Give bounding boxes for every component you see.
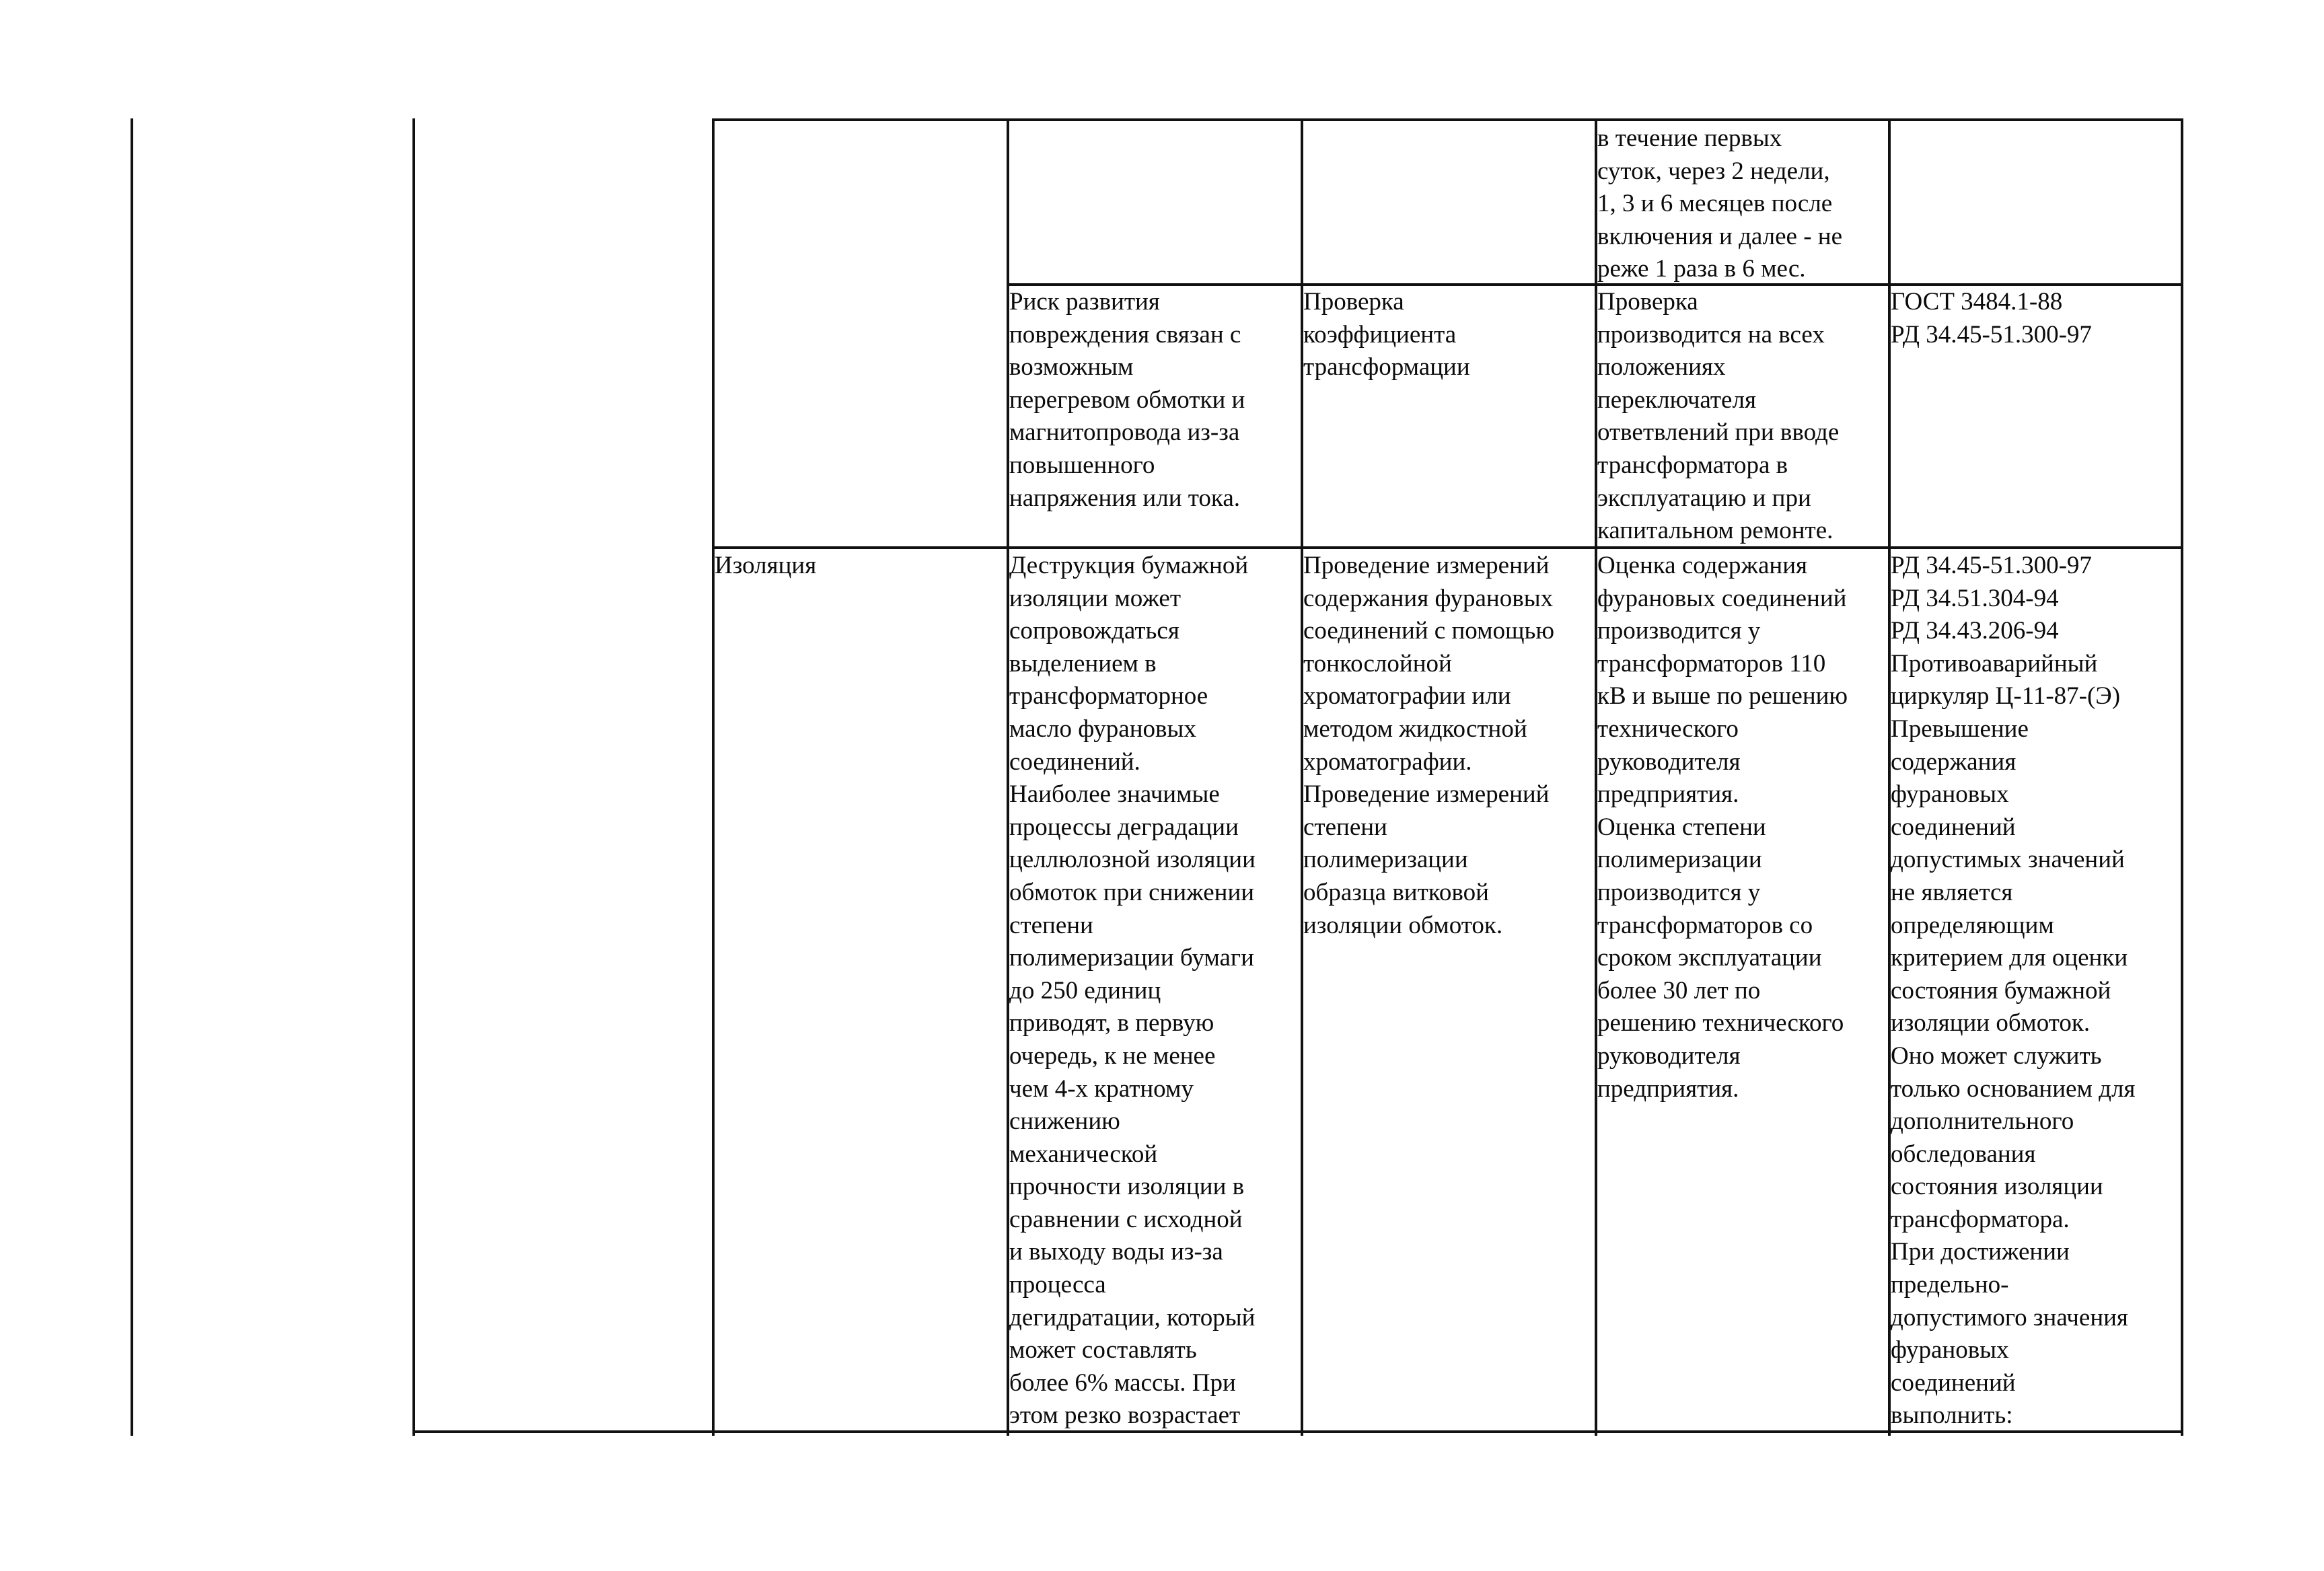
table-border-top [712, 118, 2183, 121]
standards-cell-transformation: ГОСТ 3484.1-88 РД 34.45-51.300-97 [1891, 288, 2092, 349]
periodicity-cell-transformation: Проверка производится на всех положениях переключателя ответвлений при вводе трансформатора в эксплуатацию и при капитальном ремонте. [1597, 288, 1840, 545]
method-cell-insulation: Проведение измерений содержания фурановых соединений с помощью тонкослойной хроматографии или методом жидкостной хроматографии. Проведение измерений степени полимеризации образца витковой изоляции обмоток. [1303, 552, 1554, 939]
periodicity-cell-insulation: Оценка содержания фурановых соединений производится у трансформаторов 110 кВ и выше по решению технического руководителя предприятия. Оценка степени полимеризации производится у трансформаторов со сроком эксплуатации более 30 лет по решению технического руководителя предприятия. [1597, 552, 1848, 1103]
standards-cell-insulation: РД 34.45-51.300-97 РД 34.51.304-94 РД 34.43.206-94 Противоаварийный циркуляр Ц-11-87-(Э) Превышение содержания фурановых соединений допустимых значений не является определяющим критерием для оценки состояния бумажной изоляции обмоток. Оно может служить только основанием для дополнительного обследования состояния изоляции трансформатора. При достижении предельно- допустимого значения фурановых соединений выполнить: [1891, 552, 2136, 1430]
element-cell-insulation: Изоляция [715, 552, 817, 579]
table-border-right [2181, 118, 2183, 1436]
method-cell-transformation: Проверка коэффициента трансформации [1303, 288, 1470, 381]
left-margin-line [131, 118, 133, 1436]
row-separator-2 [712, 546, 2183, 549]
table-border-col-2 [712, 118, 715, 1436]
table-border-col-1 [412, 118, 415, 1436]
risk-cell-insulation: Деструкция бумажной изоляции может сопровождаться выделением в трансформаторное масло фурановых соединений. Наиболее значимые процессы деградации целлюлозной изоляции обмоток при снижении степени полимеризации бумаги до 250 единиц приводят, в первую очередь, к не менее чем 4-х кратному снижению механической прочности изоляции в сравнении с исходной и выходу воды из-за процесса дегидратации, который может составлять более 6% массы. При этом резко возрастает [1009, 552, 1256, 1430]
periodicity-cell-continuation: в течение первых суток, через 2 недели, 1, 3 и 6 месяцев после включения и далее - не реже 1 раза в 6 мес. [1597, 124, 1843, 283]
risk-cell-transformation: Риск развития повреждения связан с возможным перегревом обмотки и магнитопровода из-за повышенного напряжения или тока. [1009, 288, 1245, 512]
